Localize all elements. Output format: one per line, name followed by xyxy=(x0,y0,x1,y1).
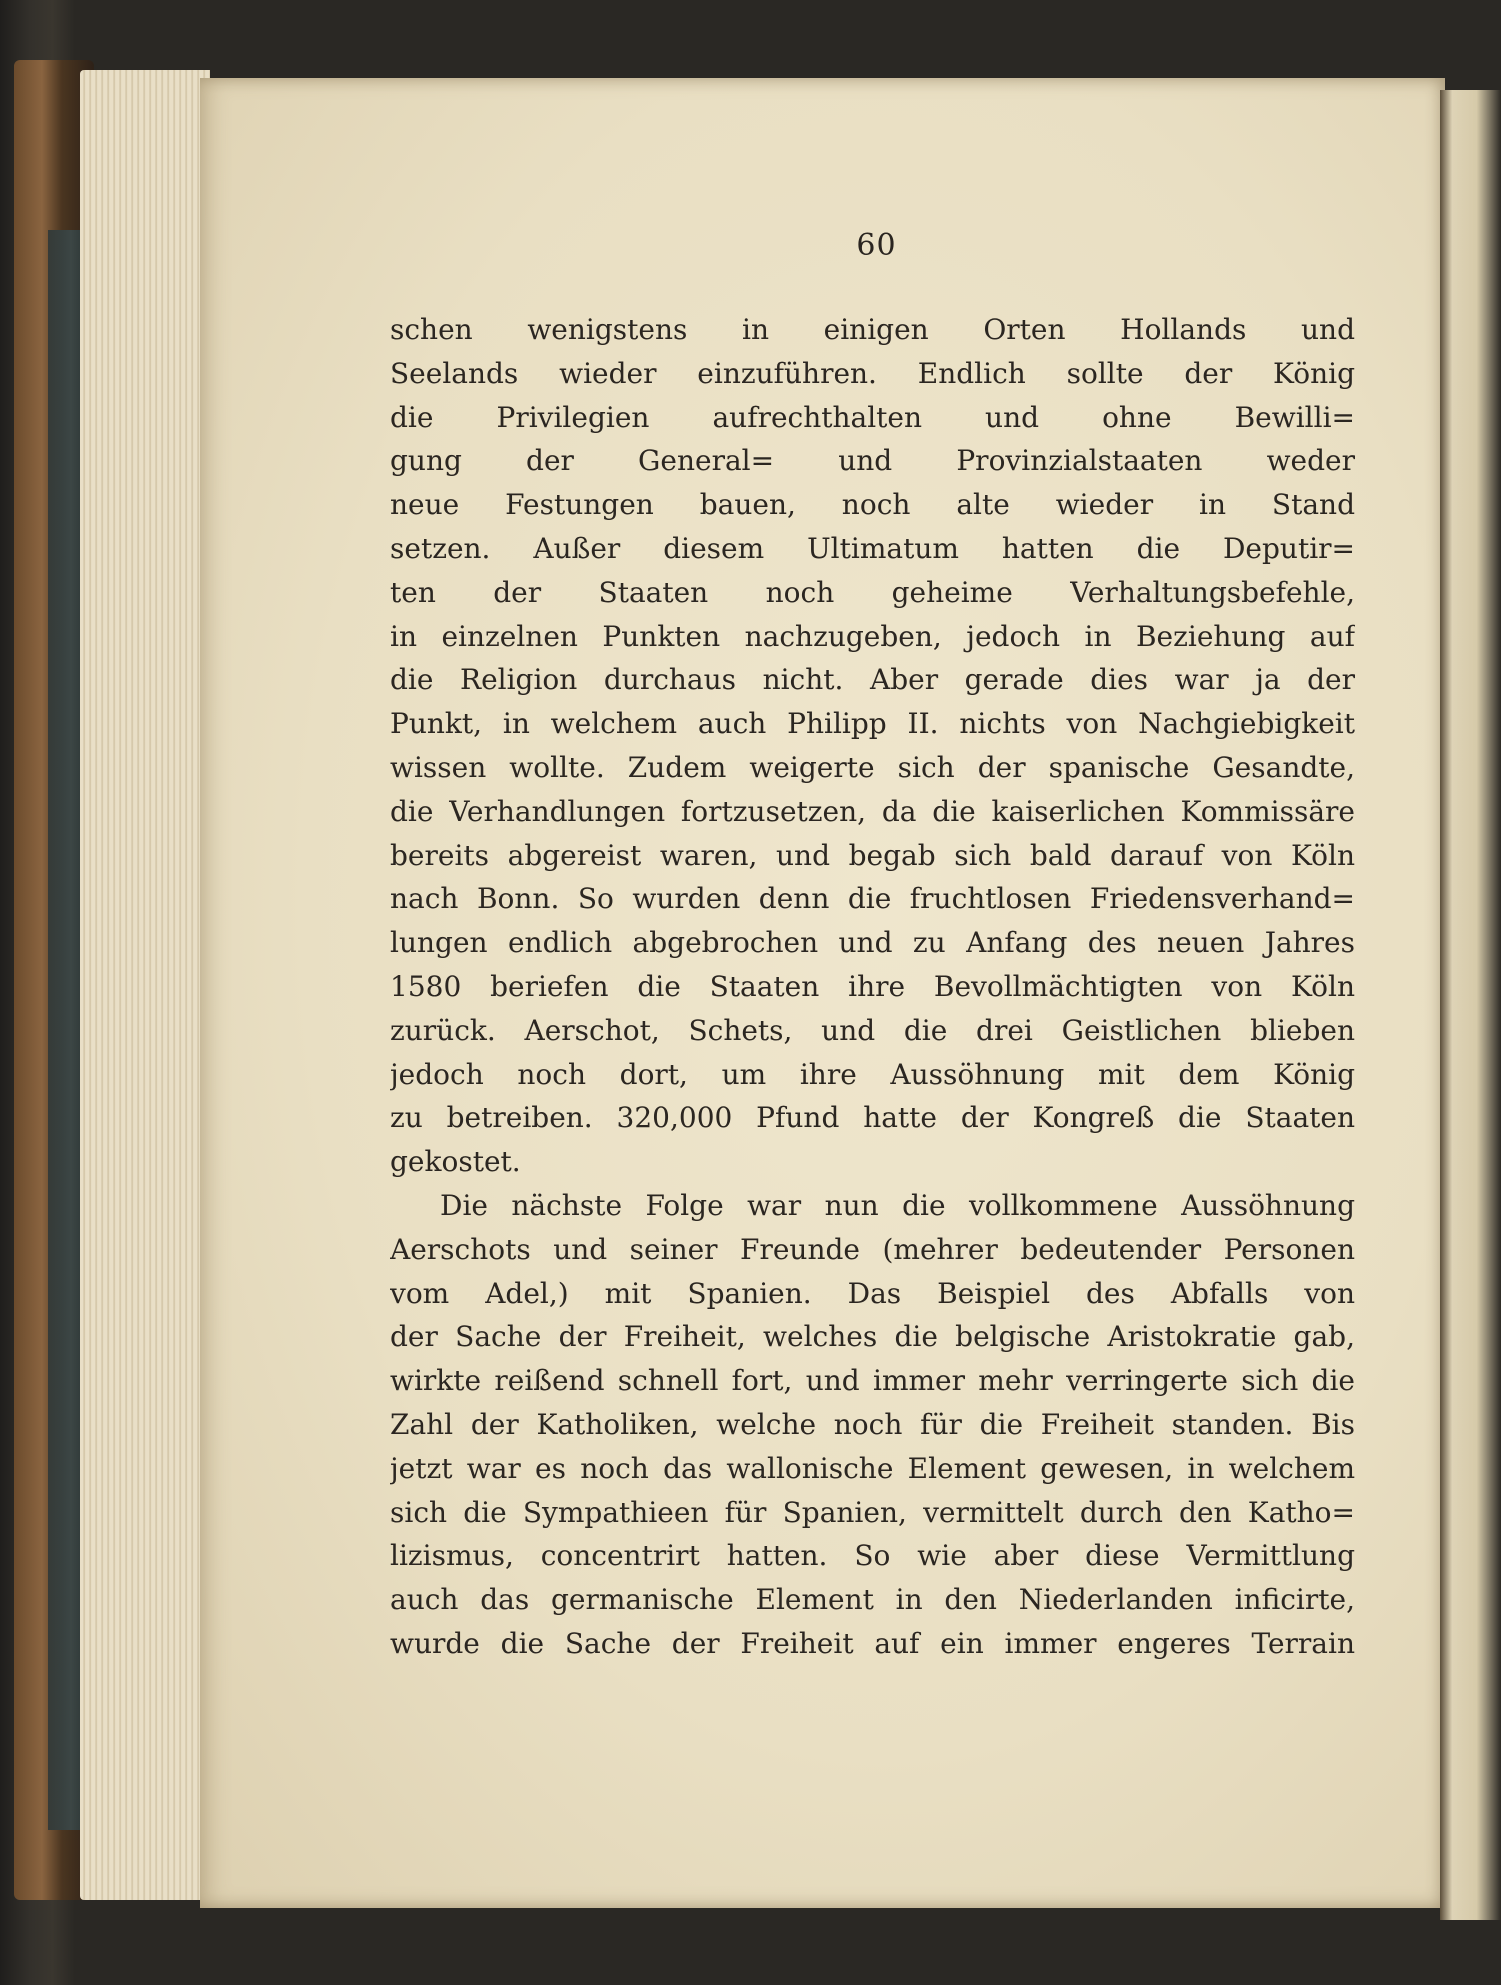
text-line: Punkt, in welchem auch Philipp II. nichts von Nachgiebigkeit xyxy=(390,707,1355,741)
text-line: Zahl der Katholiken, welche noch für die Freiheit standen. Bis xyxy=(390,1407,1355,1441)
text-line: neue Festungen bauen, noch alte wieder in Stand xyxy=(390,488,1355,522)
text-line: in einzelnen Punkten nachzugeben, jedoch in Beziehung auf xyxy=(390,619,1355,653)
text-line: Seelands wieder einzuführen. Endlich sollte der König xyxy=(390,356,1355,390)
text-line: bereits abgereist waren, und begab sich bald darauf von Köln xyxy=(390,838,1355,872)
page-edges xyxy=(80,70,210,1900)
page-number-text: 60 xyxy=(856,228,897,263)
text-line: sich die Sympathieen für Spanien, vermittelt durch den Katho= xyxy=(390,1495,1355,1529)
text-line: lungen endlich abgebrochen und zu Anfang des neuen Jahres xyxy=(390,926,1355,960)
text-line: die Religion durchaus nicht. Aber gerade dies war ja der xyxy=(390,663,1355,697)
text-line: schen wenigstens in einigen Orten Hollands und xyxy=(390,313,1355,346)
text-line: auch das germanische Element in den Niederlanden inficirte, xyxy=(390,1583,1355,1617)
text-line: 1580 beriefen die Staaten ihre Bevollmächtigten von Köln xyxy=(390,969,1355,1003)
text-line: die Verhandlungen fortzusetzen, da die kaiserlichen Kommissäre xyxy=(390,794,1355,828)
text-line: zurück. Aerschot, Schets, und die drei Geistlichen blieben xyxy=(390,1013,1355,1047)
text-line: wissen wollte. Zudem weigerte sich der spanische Gesandte, xyxy=(390,750,1355,784)
text-line: wirkte reißend schnell fort, und immer mehr verringerte sich die xyxy=(390,1364,1355,1398)
text-line: nach Bonn. So wurden denn die fruchtlosen Friedensverhand= xyxy=(390,882,1355,916)
text-line: Aerschots und seiner Freunde (mehrer bedeutender Personen xyxy=(390,1232,1355,1266)
text-line: setzen. Außer diesem Ultimatum hatten die Deputir= xyxy=(390,531,1355,565)
text-line: Die nächste Folge war nun die vollkommene Aussöhnung xyxy=(440,1188,1355,1222)
text-line: der Sache der Freiheit, welches die belgische Aristokratie gab, xyxy=(390,1320,1355,1354)
next-page-edge xyxy=(1440,90,1501,1920)
text-line: vom Adel,) mit Spanien. Das Beispiel des Abfalls von xyxy=(390,1276,1355,1310)
page-number xyxy=(0,228,1501,263)
text-line: die Privilegien aufrechthalten und ohne Bewilli= xyxy=(390,400,1355,434)
text-line: zu betreiben. 320,000 Pfund hatte der Kongreß die Staaten xyxy=(390,1101,1355,1135)
text-line: lizismus, concentrirt hatten. So wie aber diese Vermittlung xyxy=(390,1539,1355,1573)
text-line: gung der General= und Provinzialstaaten weder xyxy=(390,444,1355,478)
text-line: jetzt war es noch das wallonische Element gewesen, in welchem xyxy=(390,1451,1355,1485)
text-line: ten der Staaten noch geheime Verhaltungsbefehle, xyxy=(390,575,1355,609)
text-line: wurde die Sache der Freiheit auf ein immer engeres Terrain xyxy=(390,1626,1355,1660)
page-body-text xyxy=(390,308,1355,1666)
text-line: jedoch noch dort, um ihre Aussöhnung mit dem König xyxy=(390,1057,1355,1091)
text-line: gekostet. xyxy=(390,1145,521,1179)
